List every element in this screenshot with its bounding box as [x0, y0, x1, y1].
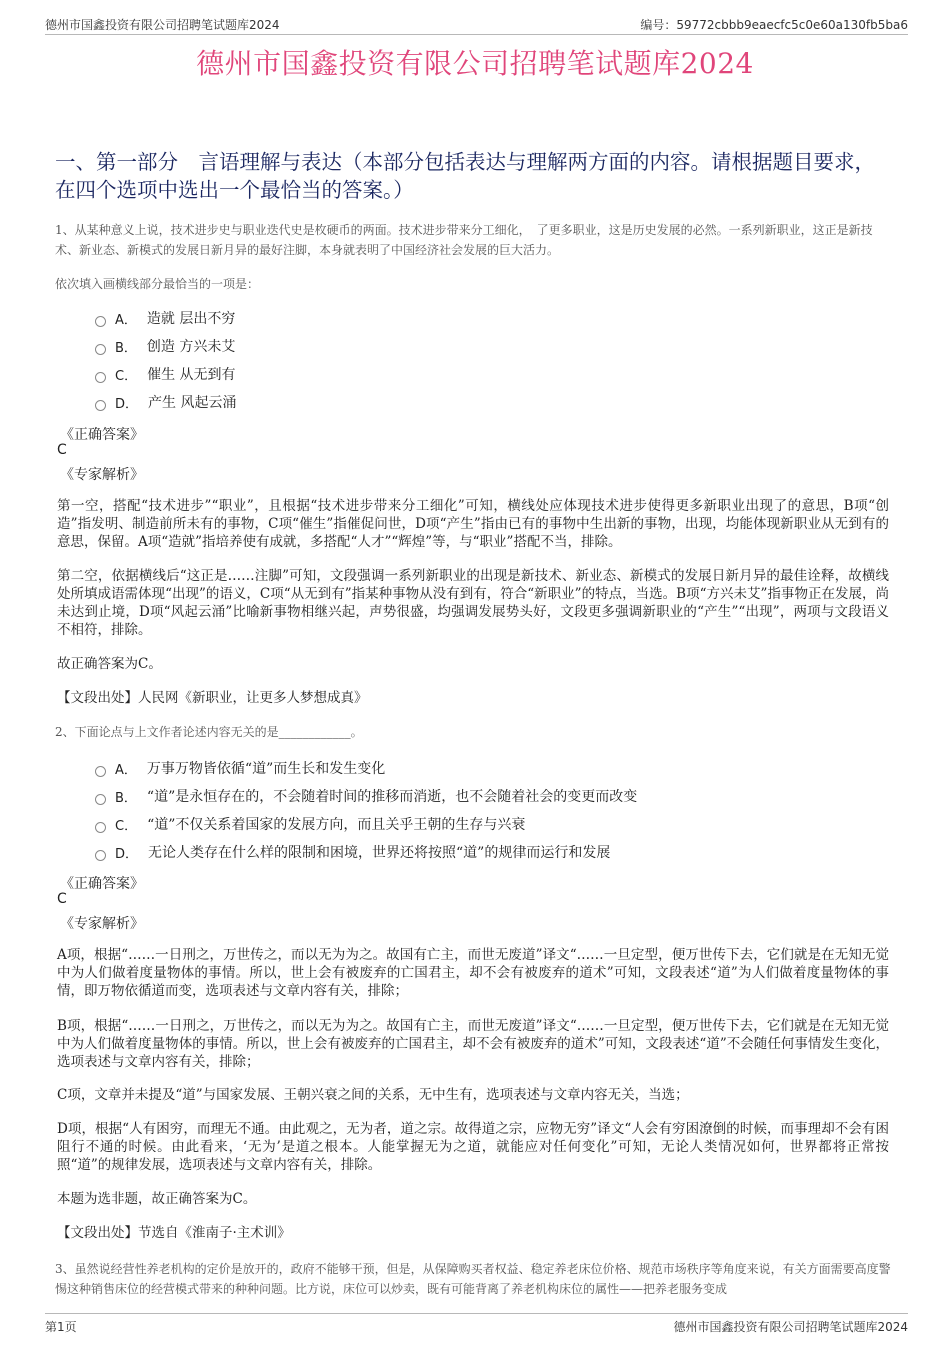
q1-option-c[interactable]	[95, 360, 895, 388]
option-label: B．	[115, 790, 137, 806]
option-text: “道”不仅关系着国家的发展方向，而且关乎王朝的生存与兴衰	[147, 817, 526, 833]
question-3-text: 3、虽然说经营性养老机构的定价是放开的，政府不能够干预，但是，从保障购买者权益、稳定养老床位价格、规范市场秩序等角度来说，有关方面需要高度警惕这种销售床位的经营模式带来的种种问题。比方说，床位可以炒卖，既有可能背离了养老机构床位的属性——把养老服务变成	[55, 1262, 891, 1296]
q2-option-b[interactable]	[95, 782, 895, 810]
option-text: 产生 风起云涌	[148, 395, 237, 411]
question-2-end: 。	[350, 725, 363, 739]
header-doc-title: 德州市国鑫投资有限公司招聘笔试题库2024	[45, 18, 280, 32]
q1-answer-tag: 《正确答案》	[60, 427, 144, 443]
option-text: 催生 从无到有	[147, 367, 236, 383]
option-label: A．	[115, 762, 137, 778]
radio-icon[interactable]	[95, 344, 106, 355]
question-2-stem: 2、下面论点与上文作者论述内容无关的是	[55, 725, 279, 739]
page-footer	[45, 1313, 908, 1336]
radio-icon[interactable]	[95, 316, 106, 327]
question-1-options	[95, 304, 895, 416]
question-1-text: 1、从某种意义上说，技术进步史与职业迭代史是枚硬币的两面。技术进步带来分工细化， 了更多职业，这是历史发展的必然。一系列新职业，这正是新技术、新业态、新模式的发展日新月异的最好注脚，本身就表明了中国经济社会发展的巨大活力。	[55, 223, 873, 257]
option-label: C．	[115, 818, 138, 834]
option-label: C．	[115, 368, 138, 384]
q1-option-a[interactable]	[95, 304, 895, 332]
q2-analysis-para-b: B项，根据“……一日刑之，万世传之，而以无为为之。故国有亡主，而世无废道”译文“……一旦定型，便万世传下去，它们就是在无知无觉中为人们做着度量物体的事情。所以，世上会有被废弃的亡国君主，却不会有被废弃的道术”可知，文段表述“道”不会随任何事情发生变化，选项表述与文章内容有关，排除；	[57, 1018, 889, 1070]
q2-analysis-tag: 《专家解析》	[60, 916, 144, 932]
footer-doc-title: 德州市国鑫投资有限公司招聘笔试题库2024	[673, 1320, 908, 1334]
option-text: 无论人类存在什么样的限制和困境，世界还将按照“道”的规律而运行和发展	[148, 845, 611, 861]
q2-analysis-para-d: D项，根据“人有困穷，而理无不通。由此观之，无为者，道之宗。故得道之宗，应物无穷”译文“人会有穷困潦倒的时候，而事理却不会有困阻行不通的时候。由此看来，‘无为’是道之根本。人能掌握无为之道，就能应对任何变化”可知，无论人类情况如何，世界都将正常按照“道”的规律发展，选项表述与文章内容有关，排除。	[57, 1121, 889, 1173]
option-text: 万事万物皆依循“道”而生长和发生变化	[146, 761, 386, 777]
q2-option-c[interactable]	[95, 810, 895, 838]
q2-answer-tag: 《正确答案》	[60, 876, 144, 892]
option-text: “道”是永恒存在的，不会随着时间的推移而消逝，也不会随着社会的变更而改变	[146, 789, 638, 805]
option-label: D．	[115, 846, 139, 862]
q1-source: 【文段出处】人民网《新职业，让更多人梦想成真》	[57, 690, 368, 706]
section-heading: 一、第一部分 言语理解与表达（本部分包括表达与理解两方面的内容。请根据题目要求，在四个选项中选出一个最恰当的答案。）	[55, 150, 875, 202]
q1-option-b[interactable]	[95, 332, 895, 360]
option-text: 创造 方兴未艾	[146, 339, 236, 355]
option-label: A．	[115, 312, 137, 328]
option-text: 造就 层出不穷	[146, 311, 236, 327]
q2-analysis-para-c: C项，文章并未提及“道”与国家发展、王朝兴衰之间的关系，无中生有，选项表述与文章内容无关，当选；	[57, 1087, 689, 1103]
radio-icon[interactable]	[95, 372, 106, 383]
q1-analysis-tag: 《专家解析》	[60, 467, 144, 483]
question-2-blank: ____________	[278, 725, 351, 739]
q2-option-d[interactable]	[95, 838, 895, 866]
header-doc-code: 编号：59772cbbb9eaecfc5c0e60a130fb5ba6	[640, 18, 908, 32]
q1-answer: C	[57, 442, 67, 458]
q2-source: 【文段出处】节选自《淮南子·主术训》	[57, 1225, 291, 1241]
page-title: 德州市国鑫投资有限公司招聘笔试题库2024	[196, 47, 754, 80]
radio-icon[interactable]	[95, 850, 106, 861]
q2-analysis-para-a: A项，根据“……一日刑之，万世传之，而以无为为之。故国有亡主，而世无废道”译文“……一旦定型，便万世传下去，它们就是在无知无觉中为人们做着度量物体的事情。所以，世上会有被废弃的亡国君主，却不会有被废弃的道术”可知，文段表述“道”为人们做着度量物体的事情，即万物依循道而变，选项表述与文章内容有关，排除；	[57, 947, 889, 999]
option-label: B．	[115, 340, 137, 356]
radio-icon[interactable]	[95, 400, 106, 411]
page-header	[45, 14, 908, 35]
q1-conclusion: 故正确答案为C。	[57, 656, 162, 672]
question-2-text	[55, 722, 895, 742]
question-1-instruction: 依次填入画横线部分最恰当的一项是：	[55, 277, 260, 291]
radio-icon[interactable]	[95, 822, 106, 833]
q1-option-d[interactable]	[95, 388, 895, 416]
q2-conclusion: 本题为选非题，故正确答案为C。	[57, 1191, 257, 1207]
q1-analysis-para-2: 第二空，依据横线后“这正是……注脚”可知，文段强调一系列新职业的出现是新技术、新业态、新模式的发展日新月异的最佳诠释，故横线处所填成语需体现“出现”的语义，C项“从无到有”指某种事物从没有到有，符合“新职业”的特点，当选。B项“方兴未艾”指事物正在发展，尚未达到止境，D项“风起云涌”比喻新事物相继兴起，声势很盛，均强调发展势头好，文段更多强调新职业的“产生”“出现”，两项与文段语义不相符，排除。	[57, 568, 889, 638]
option-label: D．	[115, 396, 139, 412]
question-2-options	[95, 754, 895, 866]
q2-answer: C	[57, 891, 67, 907]
q1-analysis-para-1: 第一空，搭配“技术进步”“职业”，且根据“技术进步带来分工细化”可知，横线处应体现技术进步使得更多新职业出现了的意思，B项“创造”指发明、制造前所未有的事物，C项“催生”指催促问世，D项“产生”指由已有的事物中生出新的事物，出现，均能体现新职业从无到有的意思，保留。A项“造就”指培养使有成就，多搭配“人才”“辉煌”等，与“职业”搭配不当，排除。	[57, 498, 889, 550]
page-number: 第1页	[45, 1320, 77, 1334]
radio-icon[interactable]	[95, 766, 106, 777]
q2-option-a[interactable]	[95, 754, 895, 782]
radio-icon[interactable]	[95, 794, 106, 805]
